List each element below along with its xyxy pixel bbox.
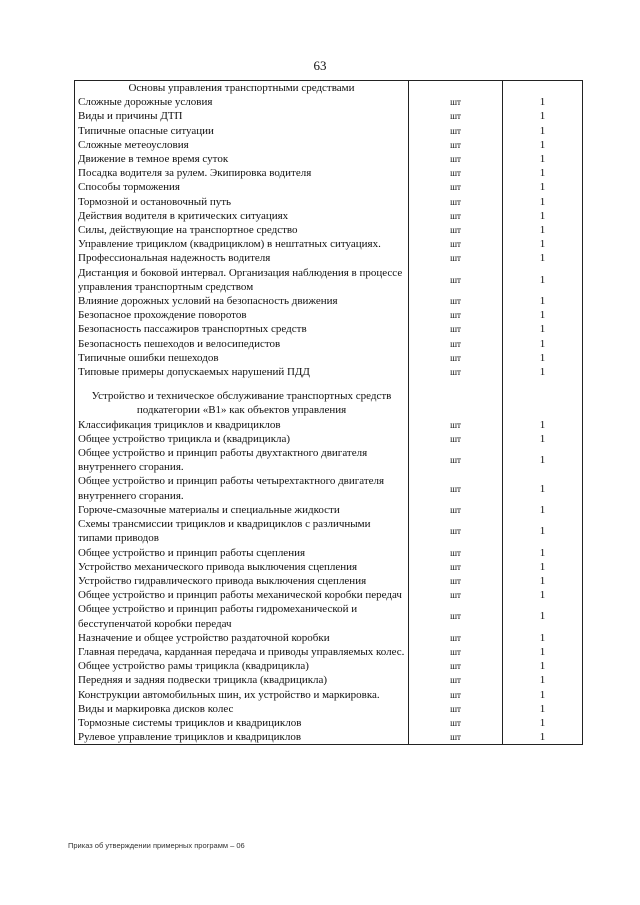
item-quantity: 1 xyxy=(503,702,583,716)
item-quantity: 1 xyxy=(503,645,583,659)
item-name: Общее устройство и принцип работы двухтактного двигателя внутреннего сгорания. xyxy=(75,446,409,474)
item-unit: шт xyxy=(409,560,503,574)
table-row xyxy=(75,365,583,379)
item-unit: шт xyxy=(409,237,503,251)
item-quantity: 1 xyxy=(503,322,583,336)
table-row xyxy=(75,266,583,294)
item-name: Влияние дорожных условий на безопасность движения xyxy=(75,294,409,308)
item-quantity: 1 xyxy=(503,546,583,560)
item-quantity: 1 xyxy=(503,251,583,265)
item-unit: шт xyxy=(409,588,503,602)
item-name: Тормозные системы трициклов и квадрициклов xyxy=(75,716,409,730)
empty-cell xyxy=(503,81,583,96)
table-row xyxy=(75,645,583,659)
item-quantity: 1 xyxy=(503,109,583,123)
item-name: Сложные метеоусловия xyxy=(75,138,409,152)
table-row xyxy=(75,503,583,517)
item-quantity: 1 xyxy=(503,446,583,474)
item-unit: шт xyxy=(409,308,503,322)
item-quantity: 1 xyxy=(503,138,583,152)
table-row xyxy=(75,109,583,123)
item-unit: шт xyxy=(409,266,503,294)
item-unit: шт xyxy=(409,645,503,659)
item-unit: шт xyxy=(409,251,503,265)
table-row xyxy=(75,308,583,322)
item-name: Типичные ошибки пешеходов xyxy=(75,351,409,365)
item-name: Устройство гидравлического привода выключения сцепления xyxy=(75,574,409,588)
item-unit: шт xyxy=(409,716,503,730)
item-name: Силы, действующие на транспортное средство xyxy=(75,223,409,237)
item-unit: шт xyxy=(409,446,503,474)
item-name: Общее устройство рамы трицикла (квадрицикла) xyxy=(75,659,409,673)
spacer-cell xyxy=(503,379,583,389)
item-unit: шт xyxy=(409,546,503,560)
spacer-cell xyxy=(75,379,409,389)
item-unit: шт xyxy=(409,432,503,446)
table-row xyxy=(75,730,583,745)
item-name: Устройство механического привода выключения сцепления xyxy=(75,560,409,574)
item-name: Типовые примеры допускаемых нарушений ПДД xyxy=(75,365,409,379)
item-unit: шт xyxy=(409,138,503,152)
item-quantity: 1 xyxy=(503,237,583,251)
item-unit: шт xyxy=(409,574,503,588)
item-unit: шт xyxy=(409,503,503,517)
item-quantity: 1 xyxy=(503,337,583,351)
table-row xyxy=(75,602,583,630)
table-row xyxy=(75,195,583,209)
table-row xyxy=(75,209,583,223)
item-name: Дистанция и боковой интервал. Организация наблюдения в процессе управления транспортным средством xyxy=(75,266,409,294)
item-quantity: 1 xyxy=(503,124,583,138)
item-name: Безопасное прохождение поворотов xyxy=(75,308,409,322)
item-name: Типичные опасные ситуации xyxy=(75,124,409,138)
item-unit: шт xyxy=(409,166,503,180)
item-unit: шт xyxy=(409,337,503,351)
item-name: Посадка водителя за рулем. Экипировка водителя xyxy=(75,166,409,180)
table-row xyxy=(75,588,583,602)
item-unit: шт xyxy=(409,209,503,223)
table-row xyxy=(75,180,583,194)
item-quantity: 1 xyxy=(503,631,583,645)
item-quantity: 1 xyxy=(503,503,583,517)
item-quantity: 1 xyxy=(503,223,583,237)
item-quantity: 1 xyxy=(503,365,583,379)
item-quantity: 1 xyxy=(503,730,583,745)
item-name: Общее устройство трицикла и (квадрицикла) xyxy=(75,432,409,446)
item-unit: шт xyxy=(409,673,503,687)
item-quantity: 1 xyxy=(503,432,583,446)
empty-cell xyxy=(503,389,583,417)
table-row xyxy=(75,152,583,166)
item-name: Управление трициклом (квадрициклом) в нештатных ситуациях. xyxy=(75,237,409,251)
item-quantity: 1 xyxy=(503,716,583,730)
table-row xyxy=(75,673,583,687)
equipment-table-body xyxy=(75,81,583,745)
item-quantity: 1 xyxy=(503,588,583,602)
item-name: Виды и причины ДТП xyxy=(75,109,409,123)
page-number: 63 xyxy=(313,58,327,73)
item-unit: шт xyxy=(409,195,503,209)
table-row xyxy=(75,474,583,502)
item-quantity: 1 xyxy=(503,602,583,630)
table-row xyxy=(75,546,583,560)
table-row xyxy=(75,702,583,716)
item-unit: шт xyxy=(409,474,503,502)
item-name: Действия водителя в критических ситуациях xyxy=(75,209,409,223)
item-quantity: 1 xyxy=(503,152,583,166)
table-row xyxy=(75,418,583,432)
item-unit: шт xyxy=(409,124,503,138)
table-row xyxy=(75,574,583,588)
section-row xyxy=(75,81,583,96)
item-unit: шт xyxy=(409,109,503,123)
item-quantity: 1 xyxy=(503,180,583,194)
item-quantity: 1 xyxy=(503,95,583,109)
item-quantity: 1 xyxy=(503,418,583,432)
item-unit: шт xyxy=(409,351,503,365)
table-row xyxy=(75,95,583,109)
item-quantity: 1 xyxy=(503,195,583,209)
item-unit: шт xyxy=(409,365,503,379)
spacer-row xyxy=(75,379,583,389)
item-name: Рулевое управление трициклов и квадрициклов xyxy=(75,730,409,745)
item-name: Передняя и задняя подвески трицикла (квадрицикла) xyxy=(75,673,409,687)
item-quantity: 1 xyxy=(503,659,583,673)
table-row xyxy=(75,446,583,474)
item-name: Безопасность пешеходов и велосипедистов xyxy=(75,337,409,351)
item-quantity: 1 xyxy=(503,351,583,365)
item-quantity: 1 xyxy=(503,517,583,545)
item-quantity: 1 xyxy=(503,673,583,687)
item-unit: шт xyxy=(409,631,503,645)
table-row xyxy=(75,294,583,308)
table-row xyxy=(75,322,583,336)
item-name: Сложные дорожные условия xyxy=(75,95,409,109)
table-row xyxy=(75,166,583,180)
table-row xyxy=(75,517,583,545)
item-unit: шт xyxy=(409,702,503,716)
item-quantity: 1 xyxy=(503,166,583,180)
section-title: Основы управления транспортными средствами xyxy=(75,81,409,96)
item-quantity: 1 xyxy=(503,209,583,223)
item-name: Общее устройство и принцип работы сцепления xyxy=(75,546,409,560)
item-quantity: 1 xyxy=(503,574,583,588)
item-unit: шт xyxy=(409,659,503,673)
item-name: Главная передача, карданная передача и приводы управляемых колес. xyxy=(75,645,409,659)
item-name: Общее устройство и принцип работы четырехтактного двигателя внутреннего сгорания. xyxy=(75,474,409,502)
item-unit: шт xyxy=(409,180,503,194)
item-name: Назначение и общее устройство раздаточной коробки xyxy=(75,631,409,645)
empty-cell xyxy=(409,81,503,96)
item-name: Безопасность пассажиров транспортных средств xyxy=(75,322,409,336)
item-quantity: 1 xyxy=(503,688,583,702)
empty-cell xyxy=(409,389,503,417)
table-row xyxy=(75,223,583,237)
item-quantity: 1 xyxy=(503,294,583,308)
item-unit: шт xyxy=(409,322,503,336)
item-quantity: 1 xyxy=(503,308,583,322)
item-name: Конструкции автомобильных шин, их устройство и маркировка. xyxy=(75,688,409,702)
table-row xyxy=(75,659,583,673)
item-name: Схемы трансмиссии трициклов и квадрициклов с различными типами приводов xyxy=(75,517,409,545)
table-row xyxy=(75,560,583,574)
item-name: Профессиональная надежность водителя xyxy=(75,251,409,265)
item-unit: шт xyxy=(409,294,503,308)
table-row xyxy=(75,251,583,265)
item-name: Горюче-смазочные материалы и специальные жидкости xyxy=(75,503,409,517)
item-name: Классификация трициклов и квадрициклов xyxy=(75,418,409,432)
item-name: Общее устройство и принцип работы гидромеханической и бесступенчатой коробки передач xyxy=(75,602,409,630)
item-quantity: 1 xyxy=(503,266,583,294)
table-row xyxy=(75,716,583,730)
item-unit: шт xyxy=(409,223,503,237)
table-row xyxy=(75,124,583,138)
item-unit: шт xyxy=(409,152,503,166)
item-quantity: 1 xyxy=(503,560,583,574)
item-unit: шт xyxy=(409,688,503,702)
equipment-table xyxy=(74,80,583,745)
item-name: Способы торможения xyxy=(75,180,409,194)
item-name: Движение в темное время суток xyxy=(75,152,409,166)
item-name: Виды и маркировка дисков колес xyxy=(75,702,409,716)
table-row xyxy=(75,138,583,152)
item-unit: шт xyxy=(409,602,503,630)
table-row xyxy=(75,631,583,645)
table-row xyxy=(75,432,583,446)
item-unit: шт xyxy=(409,517,503,545)
item-unit: шт xyxy=(409,730,503,745)
section-title: Устройство и техническое обслуживание транспортных средств подкатегории «B1» как объектов управления xyxy=(75,389,409,417)
table-row xyxy=(75,337,583,351)
spacer-cell xyxy=(409,379,503,389)
item-name: Общее устройство и принцип работы механической коробки передач xyxy=(75,588,409,602)
table-row xyxy=(75,351,583,365)
item-unit: шт xyxy=(409,95,503,109)
table-row xyxy=(75,688,583,702)
footer-note: Приказ об утверждении примерных программ – 06 xyxy=(68,841,245,850)
item-name: Тормозной и остановочный путь xyxy=(75,195,409,209)
section-row xyxy=(75,389,583,417)
item-quantity: 1 xyxy=(503,474,583,502)
table-row xyxy=(75,237,583,251)
item-unit: шт xyxy=(409,418,503,432)
